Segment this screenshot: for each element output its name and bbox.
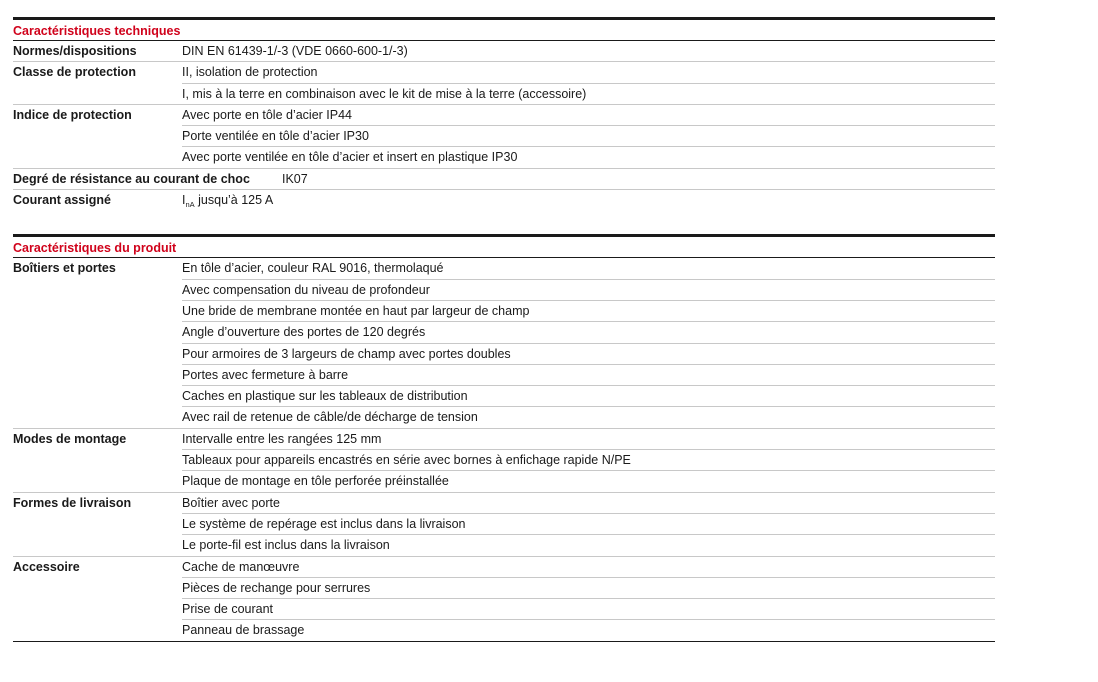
table-row [13,169,995,190]
row-value: Avec porte ventilée en tôle d’acier et insert en plastique IP30 [182,150,518,165]
row-label: Normes/dispositions [13,44,137,58]
product-section [13,234,995,641]
row-value: Angle d’ouverture des portes de 120 degrés [182,325,426,340]
row-value: II, isolation de protection [182,65,318,80]
table-row [13,84,995,105]
row-value: Pièces de rechange pour serrures [182,580,371,595]
row-value: $I_{nA}$ jusqu’à 125 A [182,193,274,210]
table-row [13,450,995,471]
row-value: Plaque de montage en tôle perforée préinstallée [182,474,449,489]
row-label [13,344,182,365]
row-label: Indice de protection [13,107,132,122]
table-row [13,280,995,301]
row-value: Intervalle entre les rangées 125 mm [182,431,382,446]
row-value: En tôle d’acier, couleur RAL 9016, thermolaqué [182,261,444,276]
row-value: I, mis à la terre en combinaison avec le kit de mise à la terre (accessoire) [182,86,587,101]
subscript: nA [185,200,195,210]
table-row [13,407,995,428]
section-title: Caractéristiques du produit [13,237,995,258]
row-label: Accessoire [13,559,80,574]
row-value: Panneau de brassage [182,623,305,638]
row-value: Le porte-fil est inclus dans la livraison [182,538,390,553]
table-row [13,301,995,322]
table-row [13,365,995,386]
table-row [13,322,995,343]
table-row [13,258,995,279]
row-value: Avec compensation du niveau de profondeur [182,282,430,297]
row-label [13,514,182,535]
row-value: Cache de manœuvre [182,559,300,574]
table-row [13,62,995,83]
table-row [13,344,995,365]
row-label [13,407,182,428]
row-label [13,365,182,386]
row-value: Portes avec fermeture à barre [182,367,349,382]
row-label [13,578,182,599]
row-label [13,386,182,407]
table-row [13,471,995,492]
row-value: IK07 [282,171,308,186]
row-label [13,599,182,620]
section-title: Caractéristiques techniques [13,20,995,41]
tech-section [13,17,995,211]
row-value: Avec rail de retenue de câble/de décharge de tension [182,410,478,425]
row-label: Classe de protection [13,65,136,80]
table-row [13,126,995,147]
row-value: Caches en plastique sur les tableaux de distribution [182,389,468,404]
row-label [13,126,182,147]
table-row [13,557,995,578]
row-value: Porte ventilée en tôle d’acier IP30 [182,129,369,144]
row-label [13,147,182,168]
row-value: Tableaux pour appareils encastrés en série avec bornes à enfichage rapide N/PE [182,453,631,468]
table-row [13,105,995,126]
row-label [13,322,182,343]
row-label: Formes de livraison [13,495,132,510]
row-label [13,84,182,105]
row-label: Modes de montage [13,431,127,446]
table-row [13,514,995,535]
row-label: Boîtiers et portes [13,261,116,276]
table-row [13,493,995,514]
row-value: DIN EN 61439-1/-3 (VDE 0660-600-1/-3) [182,44,408,58]
row-label [13,535,182,556]
row-label [13,301,182,322]
table-row [13,429,995,450]
table-row [13,190,995,211]
row-value: Avec porte en tôle d’acier IP44 [182,107,353,122]
row-value: Prise de courant [182,602,274,617]
row-value: Pour armoires de 3 largeurs de champ avec portes doubles [182,346,511,361]
table-row [13,578,995,599]
row-label [13,280,182,301]
table-row [13,147,995,168]
row-label [13,471,182,492]
table-row [13,41,995,62]
row-value: Une bride de membrane montée en haut par largeur de champ [182,303,530,318]
table-row [13,386,995,407]
table-row [13,535,995,556]
table-row [13,599,995,620]
row-label: Courant assigné [13,193,111,208]
row-label [13,450,182,471]
row-value: Boîtier avec porte [182,495,280,510]
row-label: Degré de résistance au courant de choc [13,171,250,186]
datasheet [13,17,995,642]
row-value: Le système de repérage est inclus dans la livraison [182,516,466,531]
table-row [13,620,995,641]
row-label [13,620,182,641]
